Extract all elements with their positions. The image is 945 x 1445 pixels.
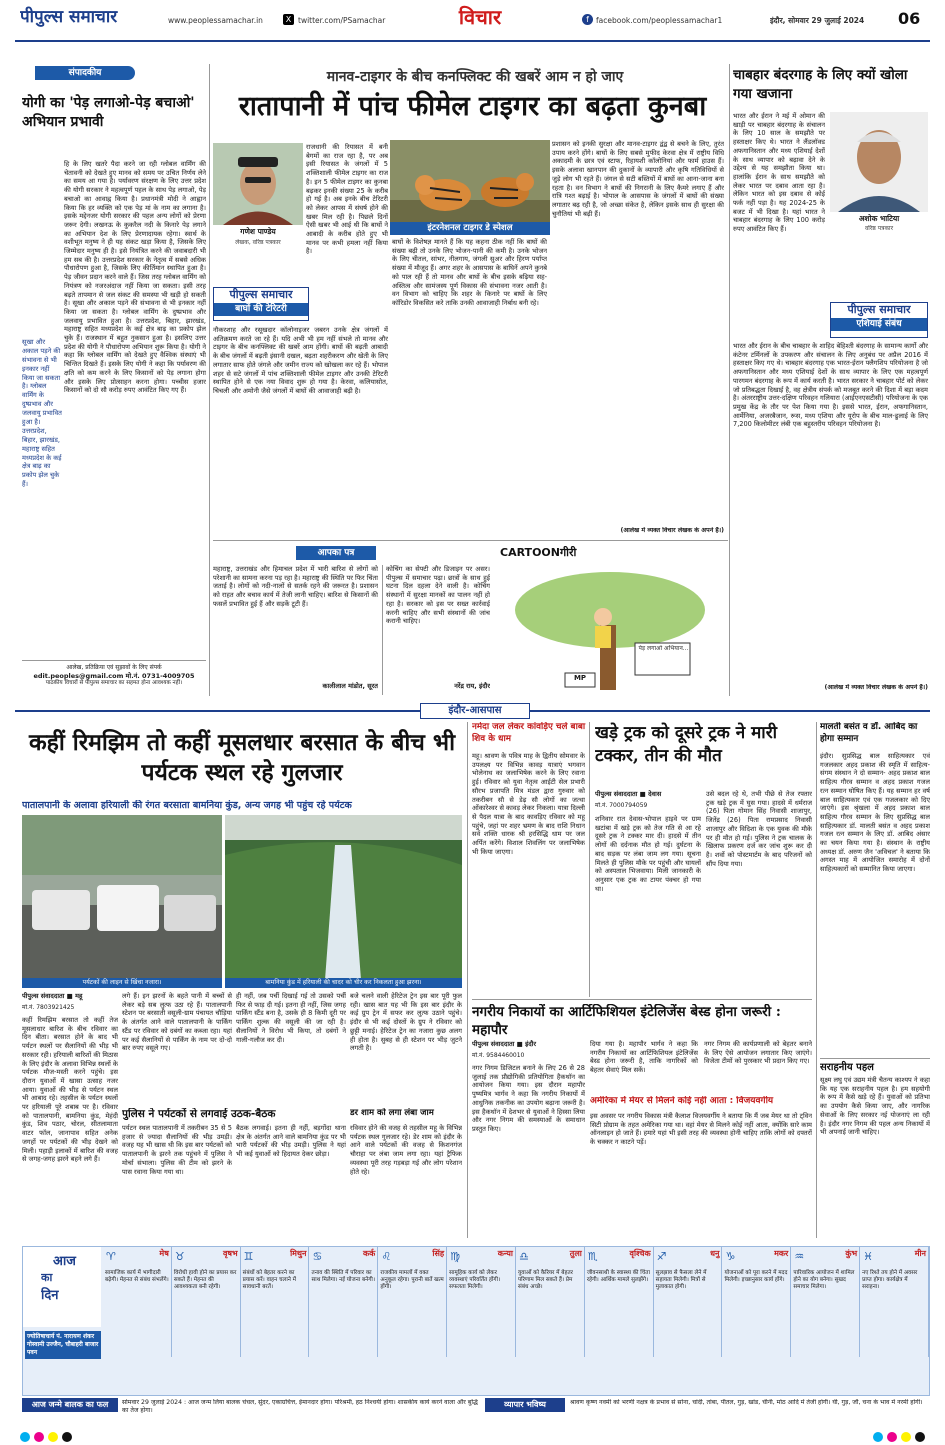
masthead-rule [15,40,930,42]
chabahar-col-1-text: भारत और ईरान ने मई में ओमान की खाड़ी पर चाबहार बंदरगाह के संचालन के लिए 10 साल के समझौते पर हस्ताक्षर किए थे। भारत ने लैंडलॉक्ड अफगानिस्तान और मध्य एशियाई देशों के साथ व्यापार को बढ़ावा देने के उद्देश्य से यह समझौता किया था। हालांकि ईरान के साथ समझौते को लेकर भारत पर दबाव आता रहा है। लेकिन भारत को इस दबाव से कोई फर्क नहीं पड़ा है। यह 2024-25 के बजट में भी दिखा है। यहां भारत ने चाबहार बंदरगाह के लिए 100 करोड़ रुपए आवंटित किए हैं। [733,112,825,234]
editorial-footer-disclaimer: पाठकीय विचारों से पीपुल्स समाचार का सहमत होना आवश्यक नहीं। [45,680,183,687]
author-role-ganesh: लेखक, वरिष्ठ पत्रकार [235,239,281,246]
malti-divider [816,722,817,1238]
editorial-pullquote: सूखा और अकाल पड़ने की संभावना से भी इनकार नहीं किया जा सकता है। ग्लोबल वार्मिंग के दुष्प्रभाव और जलवायु प्रभावित हुआ है। उत्तरप्रदेश, बिहार, झारखंड, महाराष्ट्र सहित मध्यप्रदेश के कई क्षेत्र बाढ़ का प्रकोप झेल चुके हैं। [22,338,62,489]
chabahar-brand-box [830,302,928,338]
reg-magenta-right [887,1432,897,1442]
letter-2-text: कोचिंग का सेफ्टी और डिजाइन पर असर। पीपुल्स में समाचार पढ़ा। छात्रों के साथ हुई घटना दिल दहला देने वाली है। कोचिंग संस्थानों में सुरक्षा मानकों का पालन नहीं हो रहा है। सरकार को इस पर सख्त कार्रवाई करनी चाहिए और सभी संस्थानों की जांच करानी चाहिए। [386,565,490,626]
waterfall-image [225,815,462,980]
rain-photo-2 [225,815,462,980]
tiger-col-1 [306,143,388,283]
zodiac-name: तुला [569,1249,582,1258]
zodiac-text: सुलझाव से फैसला लेने में सहायता मिलेगी। मित्रों से मुलाकात होगी। [655,1269,707,1291]
truck-headline: खड़े ट्रक को दूसरे ट्रक ने मारी टक्कर, तीन की मौत [595,723,778,766]
indore-banner: इंदौर-आसपास [420,703,530,719]
rain-headline: कहीं रिमझिम तो कहीं मूसलधार बरसात के बीच भी पर्यटक स्थल रहे गुलजार [28,729,456,786]
editorial-footer-email[interactable]: edit.peoples@gmail.com मो.नं. 0731-4009705 [33,671,195,680]
issue-date: इंदौर, सोमवार 29 जुलाई 2024 [770,16,865,25]
zodiac-cell [860,1247,929,1357]
zodiac-text: संबंधों को बेहतर करने का प्रयास करें। वाहन चलाने में सावधानी बरतें। [242,1269,297,1291]
editorial-headline: योगी का 'पेड़ लगाओ-पेड़ बचाओ' अभियान प्रभावी [22,95,195,130]
zodiac-text: नए रिश्ते तय होने में अवसर प्राप्त होगा। कार्यक्षेत्र में सराहना। [862,1269,918,1291]
tiger-kicker: मानव-टाइगर के बीच कनफ्लिक्ट की खबरें आम न हो जाए [326,69,624,85]
reg-cyan [20,1432,30,1442]
reg-cyan-right [873,1432,883,1442]
reg-black [62,1432,72,1442]
author-name-ashok: अशोक भाटिया [858,214,900,223]
zodiac-name: वृश्चिक [629,1249,651,1258]
police-col-2 [236,1124,346,1236]
twitter-link[interactable]: twitter.com/PSamachar [298,16,386,25]
rain-col-1 [22,1016,118,1234]
narmada-divider [589,722,590,997]
tiger-headline: रातापानी में पांच फीमेल टाइगर का बढ़ता कुनबा [238,91,707,122]
rain-col-3-text: ही नहीं, जब पर्ची दिखाई गई तो उसको पर्ची फिर से फाड़ दी गई। इतना ही नहीं, जिस जगह पार्किंग स्टैंड बना है, उसके ही 8 किमी दूरी पर पार्किंग शुल्क की वसूली की जा रही है। सैलानियों ने विरोध भी किया, तो दबंगों ने गाली-गलौज कर दी। [236,992,346,1044]
author-portrait-ashok [830,112,928,212]
zodiac-text: पारिवारिक आयोजन में शामिल होने का योग बनेगा। सुखद समाचार मिलेगा। [793,1269,855,1291]
truck-byline-name: पीपुल्स संवाददाता [595,790,638,798]
logo[interactable]: पीपुल्स समाचार [20,7,118,27]
horoscope-astrologer: ज्योतिषाचार्य पं. नारायण शंकर गोस्वामी उज्जैन, चौबाहरी बाजार पवन [25,1331,101,1359]
truck-col-2 [706,790,812,995]
narmada-headline: नर्मदा जल लेकर कांवड़िए चले बाबा शिव के धाम [472,722,586,744]
truck-mobile: मो.नं. 7000794059 [595,802,648,809]
author-photo-ganesh [213,143,303,225]
truck-byline-place: देवास [648,790,662,798]
ai-sub-body-text: इस अवसर पर नगरीय विकास मंत्री कैलाश विजयवर्गीय ने बताया कि मैं जब मेयर था तो ट्विन सिटी प्रोग्राम के तहत अमेरिका गया था। वहां मेयर से मिलने कोई नहीं आता, क्योंकि सारे काम ऑनलाइन हो जाते हैं। हमारे यहां भी इसी तरह की व्यवस्था होनी चाहिए ताकि लोगों को दफ्तरों के चक्कर न काटने पड़ें। [590,1112,812,1147]
ai-col-2-text: दिया गया है। महापौर भार्गव ने कहा कि नगरीय निकायों का आर्टिफिशियल इंटेलिजेंस बेस्ड होना जरूरी है, ताकि नागरिकों को बेहतर सेवाएं मिल सकें। [590,1040,698,1075]
rain-photo-1 [22,815,222,980]
saraha-body-text: सूक्ष्म लघु एवं उद्यम मंत्री चैतन्य काश्यप ने कहा कि यह एक सराहनीय पहल है। हम सहयोगी के रूप में कैसे खड़े रहे हैं। युवाओं को प्रतिभा का उपयोग कैसे किया जाए, और नागरिक सेवाओं के लिए सरकार नई योजनाएं ला रही है। इंदौर नगर निगम की पहल अन्य निकायों में भी अपनाई जानी चाहिए। [820,1076,930,1137]
reg-magenta [34,1432,44,1442]
rain-col-4-text: बजे चलने वाली हेरिटेज ट्रेन इस बार पूरी फुल रही। खास बात यह भी कि इस बार इंदौर के कई ग्रुप ट्रेन में सफर कर लुत्फ उठाने पहुंचे। इंदौर से भी कई दोस्तों के ग्रुप ने रविवार को छुट्टी मनाई। हेरिटेज ट्रेन का नजारा कुछ अलग ही होता है। सुबह से ही स्टेशन पर भीड़ जुटने लगती है। [350,992,462,1053]
zodiac-cell [103,1247,172,1357]
chabahar-col-1 [733,112,825,317]
zodiac-cell [241,1247,310,1357]
zodiac-symbol-icon: ♏ [587,1250,598,1263]
zodiac-symbol-icon: ♉ [174,1250,185,1263]
zodiac-text: जीवनसाथी के स्वास्थ्य की चिंता रहेगी। आर्थिक मामले सुलझेंगे। [586,1269,650,1283]
section-title: विचार [458,5,502,29]
tiger-col-4-text: प्रशासन को इनकी सुरक्षा और मानव-टाइगर द्वंद्व से बचने के लिए, तुरंत उपाय करने होंगे। बाघों के लिए सबसे मुफीद केरवा क्षेत्र में राष्ट्रीय विधि अकादमी के छात्र एवं स्टाफ, रिहायशी कॉलोनियां और फार्म हाउस हैं। इसके अलावा खानपान की दुकानों के व्यापारी और कृषि गतिविधियों से जुड़े लोग भी रहते हैं। जंगल से सटी बस्तियों में बाघों का आना-जाना बना रहता है। वन विभाग ने बाघों की निगरानी के लिए कैमरे लगाए हैं और रात्रि गश्त बढ़ाई है। भोपाल के आसपास के जंगलों में बाघों की संख्या लगातार बढ़ रही है, जो अच्छा संकेत है, लेकिन इसके साथ ही सुरक्षा की चुनौतियां भी बढ़ी हैं। [552,140,724,218]
tiger-bottom-rule [213,540,728,541]
zodiac-text: सामाजिक कार्य में भागीदारी बढ़ेगी। मेहनत से संबंध संभलेंगे। [105,1269,169,1283]
chabahar-headline: चाबहार बंदरगाह के लिए क्यों खोला गया खजाना [733,67,908,102]
editorial-text: हि के लिए खतरे पैदा करने जा रही ग्लोबल वार्मिंग की चेतावनी को देखते हुए मानव को समय पर उचित निर्णय लेने का समय आ गया है। पर्यावरण संरक्षण के लिए उत्तर प्रदेश की योगी सरकार ने महत्वपूर्ण पहल के साथ पेड़ लगाओ, पेड़ बचाओ का आवाह्न किया है। प्रधानमंत्री मोदी ने आह्वान किया कि हर व्यक्ति को एक पेड़ मां के नाम का लगाना है। इसके मद्देनजर योगी सरकार की पहल अन्य लोगों को प्रेरणा जरूर देगी। लखनऊ के कुकरैल नदी के किनारे पेड़ लगाने का अभियान देश के लिए प्रेरणादायक रहेगा। स्वार्थ के वशीभूत मनुष्य ने ही यह संकट खड़ा किया है, जिसके लिए जिम्मेदार मनुष्य ही है। इसे नियंत्रित करने की जवाबदारी भी हम सब की है। उत्तरप्रदेश सरकार के नेतृत्व में सबसे अधिक पौधारोपण हुआ है, जिसके लिए कीर्तिमान स्थापित हुआ है। पेड़ जीवन प्रदान करने वाले हैं। जिस तरह ग्लोबल वार्मिंग को नियंत्रण को नजरअंदाज नहीं किया जा सकता। इसी तरह बढ़ते तापमान से जल संकट की समस्या भी खड़ी हो सकती है। सूखा और अकाल पड़ने की संभावना से भी इनकार नहीं किया जा सकता है। ग्लोबल वार्मिंग के दुष्प्रभाव और जलवायु प्रभावित हुआ है। उत्तरप्रदेश, बिहार, झारखंड, महाराष्ट्र सहित मध्यप्रदेश के कई क्षेत्र बाढ़ का प्रकोप झेल चुके हैं। राजस्थान में बहुत नुकसान हुआ है। इसलिए उत्तर प्रदेश की योगी ने पौधारोपण अभियान शुरू किया है। योगी ने कहा कि ग्लोबल वार्मिंग को देखते हुए वैश्विक संस्थाएं भी चिन्तित दिखते हैं। इसके लिए योगी ने कहा कि पर्यावरण की क्षति को कम करने के लिए किसानों को पेड़ लगाना होगा और इसके लिए प्रोत्साहन करना होगा। पच्चीस हजार किसानों को दो सौ करोड़ रुपए आवंटित किए गए हैं। [64,160,206,395]
horoscope-title-box [23,1247,101,1327]
registration-marks [0,1428,945,1445]
rain-byline-name: पीपुल्स संवाददाता [22,992,65,1000]
ai-col-1-text: नगर निगम डिजिटल बनाने के लिए 26 से 28 जुलाई तक प्रौद्योगिकी प्रतियोगिता हैकथॉन का आयोजन किया गया। इस दौरान महापौर पुष्यमित्र भार्गव ने कहा कि नगरीय निकायों में आधुनिक तकनीक का उपयोग बढ़ाना जरूरी है। इस हैकथॉन में देशभर से युवाओं ने हिस्सा लिया और नगर निगम की समस्याओं के समाधान प्रस्तुत किए। [472,1064,585,1133]
chabahar-col-2 [733,342,928,682]
truck-col-1-text: शनिवार रात देवास-भोपाल हाइवे पर ग्राम खटांबा में खड़े ट्रक को तेज गति से आ रहे दूसरे ट्रक ने टक्कर मार दी। हादसे में तीन लोगों की दर्दनाक मौत हो गई। दुर्घटना के बाद सड़क पर लंबा जाम लग गया। सूचना मिलते ही पुलिस मौके पर पहुंची और घायलों को अस्पताल भिजवाया। मिली जानकारी के अनुसार एक ट्रक का टायर पंक्चर हो गया था। [595,815,701,893]
police-col-1 [122,1124,232,1236]
reg-yellow-right [901,1432,911,1442]
traffic-line-image [22,815,222,980]
zodiac-text: तनाव की स्थिति में परिवार का साथ मिलेगा। नई योजना बनेगी। [311,1269,375,1283]
birth-text: सोमवार 29 जुलाई 2024 : आज जन्म लिया बालक चंचल, सुंदर, एकाग्रचित्त, ईमानदार होगा। परिश्रमी, हठ निश्चयी होगा। शासकीय कार्य करने वाला और बुद्धि का तेज होगा। [122,1399,478,1415]
rain-byline-place: महू [75,992,83,1000]
ai-byline-name: पीपुल्स संवाददाता [472,1040,515,1048]
jam-headline: डर शाम को लगा लंबा जाम [350,1108,434,1118]
tiger-brand: पीपुल्स समाचार [229,288,293,301]
zodiac-grid [103,1247,929,1357]
rain-col-4 [350,992,462,1105]
zodiac-name: कुंभ [845,1249,858,1258]
author-role-ashok: वरिष्ठ पत्रकार [864,225,894,232]
ai-mobile: मो.नं. 9584460010 [472,1052,525,1059]
zodiac-text: युवाओं को कैरियर में बेहतर परिणाम मिल सकते हैं। प्रेम संबंध अच्छे। [518,1269,573,1291]
chabahar-note: (आलेख में व्यक्त विचार लेखक के अपने हैं।) [824,684,928,691]
truck-col-2-text: उसे बदल रहे थे, तभी पीछे से तेज रफ्तार ट्रक खड़े ट्रक में घुस गया। हादसे में धर्मराज (26) पिता गोमान सिंह निवासी शाजापुर, जितेंद्र (26) पिता रामप्रसाद निवासी शाजापुर और विदिशा के एक युवक की मौके पर ही मौत हो गई। पुलिस ने ट्रक चालक के खिलाफ प्रकरण दर्ज कर जांच शुरू कर दी है। शवों को पोस्टमार्टम के बाद परिजनों को सौंप दिया गया। [706,790,812,868]
zodiac-name: मकर [774,1249,789,1258]
zodiac-cell [654,1247,723,1357]
zodiac-cell [447,1247,516,1357]
rain-col-3 [236,992,346,1105]
vyapar-text: श्रावण कृष्ण नवमी को भरणी नक्षत्र के प्रभाव से सोना, चांदी, तांबा, पीतल, गुड़, खांड, चीनी, मोठ आदि में तेजी होगी। घी, गुड़, जौ, चना के भाव में नरमी होगी। [570,1399,923,1406]
ai-sub-body [590,1112,812,1236]
zodiac-name: मेष [159,1249,169,1258]
zodiac-symbol-icon: ♒ [794,1250,805,1263]
zodiac-cell [172,1247,241,1357]
zodiac-text: राजकीय मामलों में वक्त अनुकूल रहेगा। पुरानी बातें खत्म होंगी। [380,1269,444,1291]
ai-col-1 [472,1064,585,1236]
ai-top-rule [472,999,812,1000]
aapka-patra-title: आपका पत्र [296,546,376,560]
tiger-photo-caption: इंटरनेशनल टाइगर डे स्पेशल [390,222,550,235]
tiger-col-4 [552,140,724,525]
truck-col-1 [595,815,701,995]
letter-2 [386,565,490,675]
rain-divider [467,722,468,1238]
zodiac-name: मिथुन [290,1249,307,1258]
ai-byline: पीपुल्स संवाददाता ■ इंदौर [472,1040,537,1048]
chabahar-divider [729,64,730,696]
zodiac-symbol-icon: ♐ [656,1250,667,1263]
narmada-body [472,752,585,992]
zodiac-name: धनु [710,1249,720,1258]
truck-byline: पीपुल्स संवाददाता ■ देवास [595,790,662,798]
zodiac-text: विरोधी हावी होने का प्रयास कर सकते हैं। मेहनत की आवश्यकता बनी रहेगी। [173,1269,237,1291]
ai-headline: नगरीय निकायों का आर्टिफिशियल इंटेलिजेंस बेस्ड होना जरूरी : महापौर [472,1004,781,1038]
letter-1 [213,565,378,675]
vyapar-title: व्यापार भविष्य [485,1398,565,1412]
saraha-headline: सराहनीय पहल [820,1058,930,1074]
zodiac-text: सामूहिक कार्य को लेकर व्यवस्थाएं परिवर्तित होंगी। सफलता मिलेगी। [449,1269,501,1291]
birth-title: आज जन्मे बालक का फल [22,1398,118,1412]
jam-col [350,1124,462,1236]
zodiac-cell [723,1247,792,1357]
author-portrait [213,143,303,225]
zodiac-name: कर्क [363,1249,376,1258]
masthead [0,0,945,50]
horoscope-strip [22,1246,930,1396]
malti-headline: मालती बसंत व डॉ. आबिद का होगा सम्मान [820,722,918,744]
malti-body [820,752,930,1052]
ai-col-3-text: नगर निगम की कार्यप्रणाली को बेहतर बनाने के लिए ऐसे आयोजन लगातार किए जाएंगे। विजेता टीमों को पुरस्कार भी प्रदान किए गए। [704,1040,812,1066]
editorial-footer [22,660,206,700]
reg-yellow [48,1432,58,1442]
tiger-col-1-text: राजधानी की रियासत में बनी बेगमों का राज रहा है, पर अब इसी रियासत के जंगलों में 5 शक्तिशाली फीमेल टाइगर का राज है। इन 5 फीमेल टाइगर का कुनबा बढ़कर इनकी संख्या 25 के करीब हो गई है। अब इनके बीच टेरिटरी को लेकर आपस में संघर्ष होने की खबर मिल रही है। पिछले दिनों ऐसी खबर भी आई थी कि बाघों ने आबादी के करीब होते हुए भी मानव पर कभी हमला नहीं किया है। [306,143,388,256]
chabahar-col-2-text: भारत और ईरान के बीच चाबहार के शाहिद बेहिश्ती बंदरगाह के सामान्य कार्गो और कंटेनर टर्मिनलों के उपकरण और संचालन के लिए अनुबंध पर अप्रैल 2016 में हस्ताक्षर किए गए थे। चाबहार बंदरगाह एक भारत-ईरान फ्लैगशिप परियोजना है जो अफगानिस्तान और मध्य एशियाई देशों के साथ व्यापार के लिए एक महत्वपूर्ण पारगमन बंदरगाह के रूप में कार्य करती है। भारत सरकार ने चाबहार पोर्ट को लेकर जो प्रतिबद्धता दिखाई है, वह क्षेत्रीय संपर्क को मजबूत करने की दिशा में बड़ा कदम है। अंतरराष्ट्रीय उत्तर-दक्षिण परिवहन गलियारा (आईएनएसटीसी) परियोजना के एक प्रमुख केंद्र के तौर पर पेश किया गया है। इससे भारत, ईरान, अफगानिस्तान, आर्मेनिया, अजरबैजान, रूस, मध्य एशिया और यूरोप के बीच माल-ढुलाई के लिए 7,200 किलोमीटर लंबी एक बहुस्तरीय परिवहन परियोजना है। [733,342,928,429]
chabahar-brand-sub: एशियाई संबंध [831,318,927,332]
tiger-image [390,140,550,235]
zodiac-cell [516,1247,585,1357]
tiger-col-3-text: बाघों के विशेषज्ञ मानते हैं कि यह कहना ठीक नहीं कि बाघों की संख्या बढ़ी तो उनके लिए भोजन-पानी की कमी है। उनके भोजन के लिए चीतल, सांभर, नीलगाय, जंगली सुअर और हिरण पर्याप्त संख्या में मौजूद हैं। अगर शहर के आसपास के बाघिनें अपने कुनबे को पाल रही हैं तो मानव और बाघों के बीच इसके बढ़िया सह-अस्तित्व और सामंजस्य पूर्ण विकास की संभावना नजर आती है। वन विभाग को चाहिए कि शहर के किनारे पर बाघों के लिए कॉरिडोर विकसित करे ताकि उनकी आवाजाही निर्बाध बनी रहे। [392,238,547,307]
chabahar-brand: पीपुल्स समाचार [847,303,911,316]
editorial-footer-line1: आलेख, प्रतिक्रिया एवं सुझावों के लिए संपर्क [66,664,162,671]
zodiac-symbol-icon: ♍ [450,1250,461,1263]
zodiac-text: योजनाओं को पूरा करने में मदद मिलेगी। इच्छानुसार कार्य होंगे। [724,1269,788,1283]
jam-col-text: रविवार होने की वजह से तहसील महू के विभिन्न पर्यटक स्थल गुलजार रहे। डेर शाम को इंदौर के आने वाले पर्यटकों की वजह से किशनगंज चौराहा पर लंबा जाम लगा रहा। यहां ट्रैफिक व्यवस्था पूरी तरह गड़बड़ा गई और लोग परेशान होते रहे। [350,1124,462,1176]
ai-col-2 [590,1040,698,1092]
rain-caption-1: पर्यटकों की लाइन से खिंचा नजारा। [22,978,222,988]
facebook-link[interactable]: facebook.com/peoplessamachar1 [596,16,723,25]
zodiac-name: वृषभ [222,1249,238,1258]
narmada-body-text: महू। श्रावण के पवित्र माह के द्वितीय सोमवार के उपलक्ष्य पर विभिन्न कावड़ यात्राएं भगवान भोलेनाथ का जलाभिषेक करने के लिए रवाना हुई। रविवार को युवा नेतृत्व आईटी सेल प्रभारी सौरभ प्रजापति मित्र मंडल द्वारा गुरुवार को तकरीबन सौ से डेढ़ सौ लोगों का जत्था ओंकारेश्वर से कावड़ लेकर निकला। यात्रा दिल्ली से पैदल यात्रा के बाद कावड़िए रविवार को महू पहुंचे, जहां पर शहर भ्रमण के बाद राशि निधान सर्व शक्ति धारक श्री हरसिद्धि धाम पर जल अर्पित करेंगे। विशाल शिवलिंग पर जलाभिषेक भी किया जाएगा। [472,752,585,856]
facebook-icon: f [582,14,593,25]
editorial-tag: संपादकीय [35,66,135,80]
ai-byline-place: इंदौर [525,1040,537,1048]
zodiac-symbol-icon: ♋ [312,1250,323,1263]
zodiac-symbol-icon: ♑ [725,1250,736,1263]
twitter-icon: X [283,14,294,25]
zodiac-name: कन्या [497,1249,513,1258]
tiger-brand-box [213,287,309,321]
cartoon-label: MP [573,674,587,682]
tiger-col-2 [213,326,388,541]
rain-col-1-text: कहीं रिमझिम बरसात तो कहीं तेज मूसलाधार बारिश के बीच रविवार का दिन बीता। बरसात होने के बाद भी पर्यटन स्थलों पर सैलानियों की भीड़ भी सरकार रही। हरियाली बारिशों की मिठास के लिए इंदौर के अलावा विभिन्न स्थलों के पर्यटक मौज-मस्ती करने पहुंचे। इस दौरान युवाओं में खासा उत्साह नजर आया। युवाओं की भीड़ से पर्यटन स्थल भी आबाद रहे। तहसील के पर्यटन स्थलों पर हरियाली पूरे शबाब पर है। रविवार को पातालपानी, बामनिया कुंड, मेहंदी कुंड, शिव पठार, चोरल, सीतलामाता वाटर फॉल, जानापाव सहित अनेक जगहों पर पर्यटकों की भीड़ देखने को मिली। पहाड़ी इलाकों में बारिश की वजह से जगह-जगह झरने बहने लगे हैं। [22,1016,118,1164]
letters-divider [382,565,383,695]
horoscope-title-1: आज [53,1254,76,1269]
cartoon-title: CARTOONगीरी [500,546,577,559]
zodiac-row [103,1247,929,1357]
zodiac-cell [585,1247,654,1357]
cartoon-drawing [495,565,725,695]
rain-col-2 [122,992,232,1105]
horoscope-title-3: दिन [41,1288,59,1303]
website-link[interactable]: www.peoplessamachar.in [168,16,263,25]
tiger-col-2-text: नौकरशाह और रसूखदार कॉलोनाइजर जबरन उनके क्षेत्र जंगलों में अतिक्रमण करते जा रहे हैं। यदि अभी भी हम नहीं संभले तो मानव और टाइगर के बीच कनफ्लिक्ट की खबरें आम होंगी। बाघों की बढ़ती आबादी के बीच जंगलों में बढ़ती इंसानी दखल, बढ़ता शहरीकरण और खेती के लिए लगातार साफ होते जंगले और जमीन राज्य को खोखला कर रहे हैं। भोपाल शहर से सटे जंगलों में पांच शक्तिशाली फीमेल टाइगर और उनकी टेरिटरी स्थापित होने से एक नया विवाद शुरू हो गया है। केरवा, कलियासोत, चिचली और अमोनी जैसे जंगलों में बाघों की आवाजाही बढ़ी है। [213,326,388,395]
zodiac-name: सिंह [432,1249,445,1258]
letter-2-author: नरेंद्र राय, इंदौर [454,682,490,690]
page-number: 06 [898,9,921,28]
rain-byline: पीपुल्स संवाददाता ■ महू [22,992,83,1000]
saraha-body [820,1076,930,1236]
zodiac-symbol-icon: ♊ [243,1250,254,1263]
police-col-1-text: पर्यटन स्थल पातालपानी में तकरीबन 35 से 5 हजार से ज्यादा सैलानियों की भीड़ उमड़ी। वजह यह भी खास थी कि इस बार पर्यटकों को पातालपानी के झरने तक पहुंचने में पुलिस ने मोर्चा संभाला। पुलिस की टीम को झरने के पास रवाना किया गया था। [122,1124,232,1176]
tiger-col-3 [392,238,547,538]
rain-subhead: पातालपानी के अलावा हरियाली की रंगत बरसाता बामनिया कुंड, अन्य जगह भी पहुंच रहे पर्यटक [22,800,352,811]
letter-1-author: कालीलाल मांडोत, सूरत [322,682,378,690]
reg-black-right [915,1432,925,1442]
tiger-photo [390,140,550,235]
horoscope-title-2: का [41,1271,53,1284]
zodiac-cell [791,1247,860,1357]
tiger-note: (आलेख में व्यक्त विचार लेखक के अपने हैं।) [620,527,724,534]
zodiac-cell [378,1247,447,1357]
author-photo-ashok [830,112,928,212]
rain-col-2-text: लगे हैं। इन झरनों के बहते पानी में बच्चों से लेकर बड़े सब लुत्फ उठा रहे हैं। पातालपानी स्टेशन पर बरसाती वसूली-ग्राम पंचायत चौड़िया के अंतर्गत आने वाले पातालपानी के पार्किंग स्टैंड पर रविवार को दबंगों का कब्जा रहा। यहां पर कई सैलानियों से पार्किंग के नाम पर दो-दो बार रुपए वसूले गए। [122,992,232,1053]
zodiac-symbol-icon: ♈ [106,1250,116,1263]
zodiac-cell [310,1247,379,1357]
cartoon-sign: पेड़ लगाओ अभियान... [638,645,689,652]
malti-body-text: इंदौर। सुप्रसिद्ध बाल साहित्यकार एवं गजलकार अहद प्रकाश की स्मृति में साहित्य-संगम संस्थान ने दो सम्मान- अहद प्रकाश बाल साहित्य गौरव सम्मान व अहद प्रकाश गजल रत्न सम्मान घोषित किए हैं। यह सम्मान हर वर्ष बाल साहित्यकार एवं एक गजलकार को दिए जाएंगे। इस श्रृंखला में अहद प्रकाश बाल साहित्य गौरव सम्मान के लिए सुप्रसिद्ध बाल साहित्यकार डॉ. मालती बसंत व अहद प्रकाश गजल रत्न सम्मान के लिए डॉ. आबिद अंसार का चयन किया गया है। संस्थान के राष्ट्रीय अध्यक्ष डॉ. अरुण जैन 'अविचल' ने बताया कि अगस्त माह में आयोजित समारोह में दोनों साहित्यकारों को सम्मानित किया जाएगा। [820,752,930,874]
zodiac-symbol-icon: ♓ [863,1250,874,1263]
zodiac-symbol-icon: ♌ [381,1250,392,1263]
rain-caption-2: बामनिया कुंड में हरियाली की चादर को चीर कर निकलता हुआ झरना। [225,978,462,988]
ai-subheadline: अमेरिका में मेयर से मिलने कोई नहीं आता : विजयवर्गीय [590,1096,774,1106]
rain-mobile: मो.नं. 7803921425 [22,1004,75,1011]
police-headline: पुलिस ने पर्यटकों से लगवाई उठक-बैठक [122,1108,276,1120]
tiger-brand-sub: बाघों की टेरिटरी [214,303,308,317]
zodiac-name: मीन [914,1249,926,1258]
police-col-2-text: बैठक लगवाई। इतना ही नहीं, बड़गोंदा थाना क्षेत्र के अंतर्गत आने वाले बामनिया कुंड पर भी भारी पर्यटकों की भीड़ उमड़ी। पुलिस ने यहां भी कई युवाओं को हिदायत देकर छोड़ा। [236,1124,346,1159]
zodiac-symbol-icon: ♎ [519,1250,529,1263]
author-name-ganesh: गणेश पाण्डेय [240,227,276,236]
editorial-divider [209,64,210,696]
letter-1-text: महाराष्ट्र, उत्तराखंड और हिमाचल प्रदेश में भारी बारिश से लोगों को परेशानी का सामना करना पड़ रहा है। महाराष्ट्र की स्थिति पर फिर चिंता जताई है। लोगों को नदी-नालों से सतर्क रहने की जरूरत है। प्रशासन को राहत और बचाव कार्य में तेजी लानी चाहिए। बारिश से किसानों की फसलें प्रभावित हुई हैं और सड़कें टूटी हैं। [213,565,378,608]
ai-col-3 [704,1040,812,1092]
cartoon-image [495,565,725,695]
